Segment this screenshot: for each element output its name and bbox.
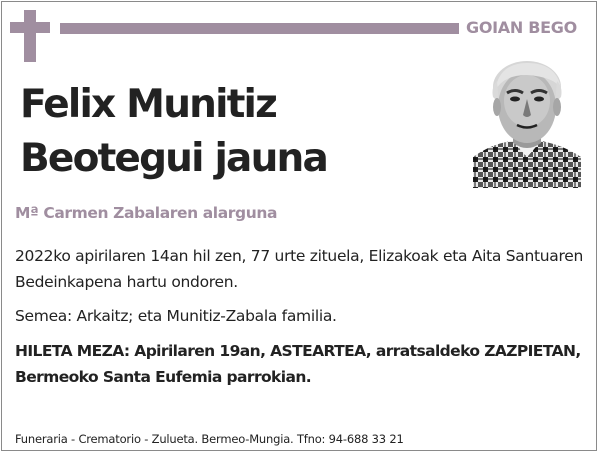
name-line-2: Beotegui jauna <box>20 136 328 181</box>
brand-label: GOIAN BEGO <box>466 18 577 37</box>
funeral-home-footer: Funeraria - Crematorio - Zulueta. Bermeo-Mungia. Tfno: 94-688 33 21 <box>15 432 404 446</box>
death-notice-paragraph: 2022ko apirilaren 14an hil zen, 77 urte zituela, Elizakoak eta Aita Santuaren Bedeinkapena hartu ondoren. <box>15 247 583 291</box>
header-rule <box>60 23 459 34</box>
portrait-photo <box>473 57 581 188</box>
funeral-mass-paragraph: HILETA MEZA: Apirilaren 19an, ASTEARTEA, arratsaldeko ZAZPIETAN, Bermeoko Santa Eufemia parrokian. <box>15 342 581 386</box>
deceased-name <box>20 78 460 186</box>
name-line-1: Felix Munitiz <box>20 82 276 127</box>
widow-subtitle: Mª Carmen Zabalaren alarguna <box>15 204 278 222</box>
cross-horizontal-bar <box>10 22 50 33</box>
cross-vertical-bar <box>24 10 36 62</box>
family-paragraph: Semea: Arkaitz; eta Munitiz-Zabala familia. <box>15 307 337 325</box>
